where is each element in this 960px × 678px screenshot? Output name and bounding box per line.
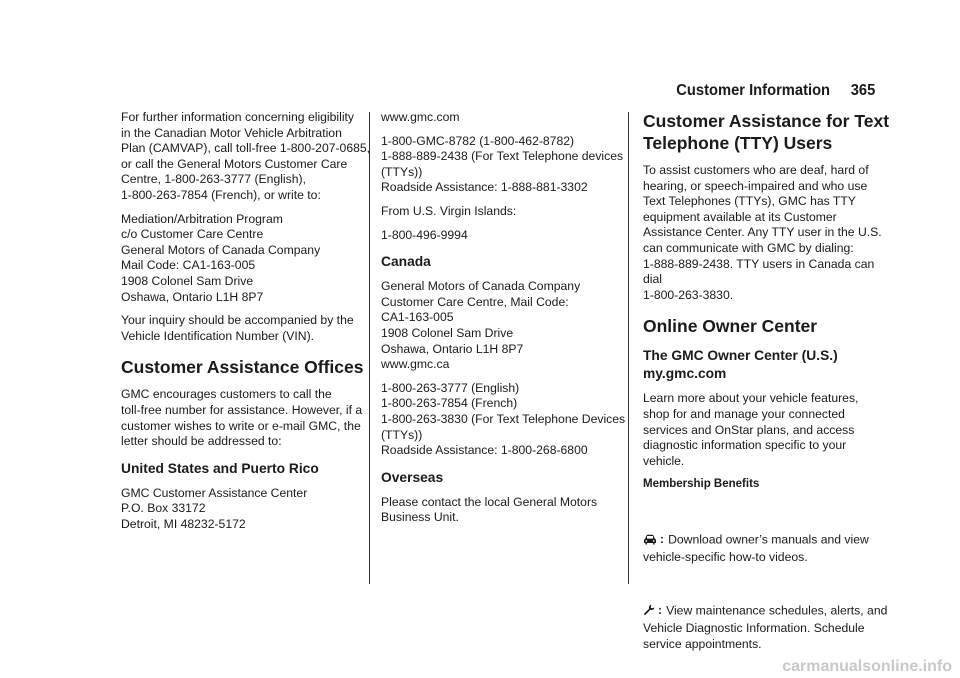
icon-colon: : — [660, 532, 665, 547]
vin-paragraph: Your inquiry should be accompanied by the Vehicle Identification Number (VIN). — [121, 313, 354, 343]
us-address: GMC Customer Assistance Center P.O. Box 33172 Detroit, MI 48232-5172 — [121, 485, 308, 531]
benefit-manuals-text: Download owner’s manuals and view vehicle-specific how-to videos. — [643, 532, 869, 564]
overseas-paragraph: Please contact the local General Motors Business Unit. — [381, 494, 598, 525]
camvap-paragraph: For further information concerning eligibility in the Canadian Motor Vehicle Arbitration Plan (CAMVAP), call toll-free 1-800-207-0685, or call the General Motors Customer Care Centre, 1-800-263-3777 (English), 1-800-263-7854 (French), or write to: — [121, 110, 371, 202]
heading-assistance-offices: Customer Assistance Offices — [121, 357, 364, 378]
column-right — [643, 110, 893, 660]
heading-gmc-owner-center: The GMC Owner Center (U.S.) my.gmc.com — [643, 348, 838, 382]
tty-paragraph: To assist customers who are deaf, hard of hearing, or speech-impaired and who use Text Telephones (TTYs), GMC has TTY equipment available at its Customer Assistance Center. Any TTY user in the U.S. can communicate with GMC by dialing: 1-888-889-2438. TTY users in Canada can dial 1-800-263-3830. — [643, 163, 882, 302]
owner-center-paragraph: Learn more about your vehicle features, shop for and manage your connected services and OnStar plans, and access diagnostic information specific to your vehicle. — [643, 391, 859, 468]
icon-colon: : — [658, 603, 663, 618]
heading-tty-users: Customer Assistance for Text Telephone (TTY) Users — [643, 111, 890, 153]
benefit-manuals — [643, 503, 893, 565]
membership-benefits-label: Membership Benefits — [643, 478, 760, 491]
benefit-maintenance — [643, 573, 893, 652]
heading-us-puerto-rico: United States and Puerto Rico — [121, 460, 319, 476]
canada-address: General Motors of Canada Company Customer Care Centre, Mail Code: CA1-163-005 1908 Colonel Sam Drive Oshawa, Ontario L1H 8P7 www.gmc.ca — [381, 279, 581, 372]
virgin-islands-phone: 1-800-496-9994 — [381, 227, 468, 242]
offices-paragraph: GMC encourages customers to call the toll-free number for assistance. However, if a customer wishes to write or e-mail GMC, the letter should be addressed to: — [121, 387, 363, 449]
watermark-text: carmanualsonline.info — [782, 658, 952, 675]
benefit-maintenance-text: View maintenance schedules, alerts, and Vehicle Diagnostic Information. Schedule service appointments. — [643, 603, 888, 651]
mediation-address: Mediation/Arbitration Program c/o Customer Care Centre General Motors of Canada Company Mail Code: CA1-163-005 1908 Colonel Sam Drive Oshawa, Ontario L1H 8P7 — [121, 211, 321, 304]
column-left — [121, 110, 371, 540]
heading-canada: Canada — [381, 254, 431, 270]
us-phone-numbers: 1-800-GMC-8782 (1-800-462-8782) 1-888-889-2438 (For Text Telephone devices (TTYs)) Roadside Assistance: 1-888-881-3302 — [381, 133, 624, 195]
car-icon — [643, 519, 657, 550]
gmc-website: www.gmc.com — [381, 110, 460, 124]
column-middle — [381, 110, 631, 534]
heading-overseas: Overseas — [381, 469, 444, 485]
heading-online-owner-center: Online Owner Center — [643, 316, 818, 337]
header-title: Customer Information — [676, 82, 830, 99]
virgin-islands-label: From U.S. Virgin Islands: — [381, 203, 517, 218]
wrench-icon — [643, 589, 655, 621]
canada-phone-numbers: 1-800-263-3777 (English) 1-800-263-7854 (French) 1-800-263-3830 (For Text Telephone Devices (TTYs)) Roadside Assistance: 1-800-268-6800 — [381, 380, 626, 458]
page-number: 365 — [850, 82, 875, 99]
page-header — [676, 82, 875, 100]
